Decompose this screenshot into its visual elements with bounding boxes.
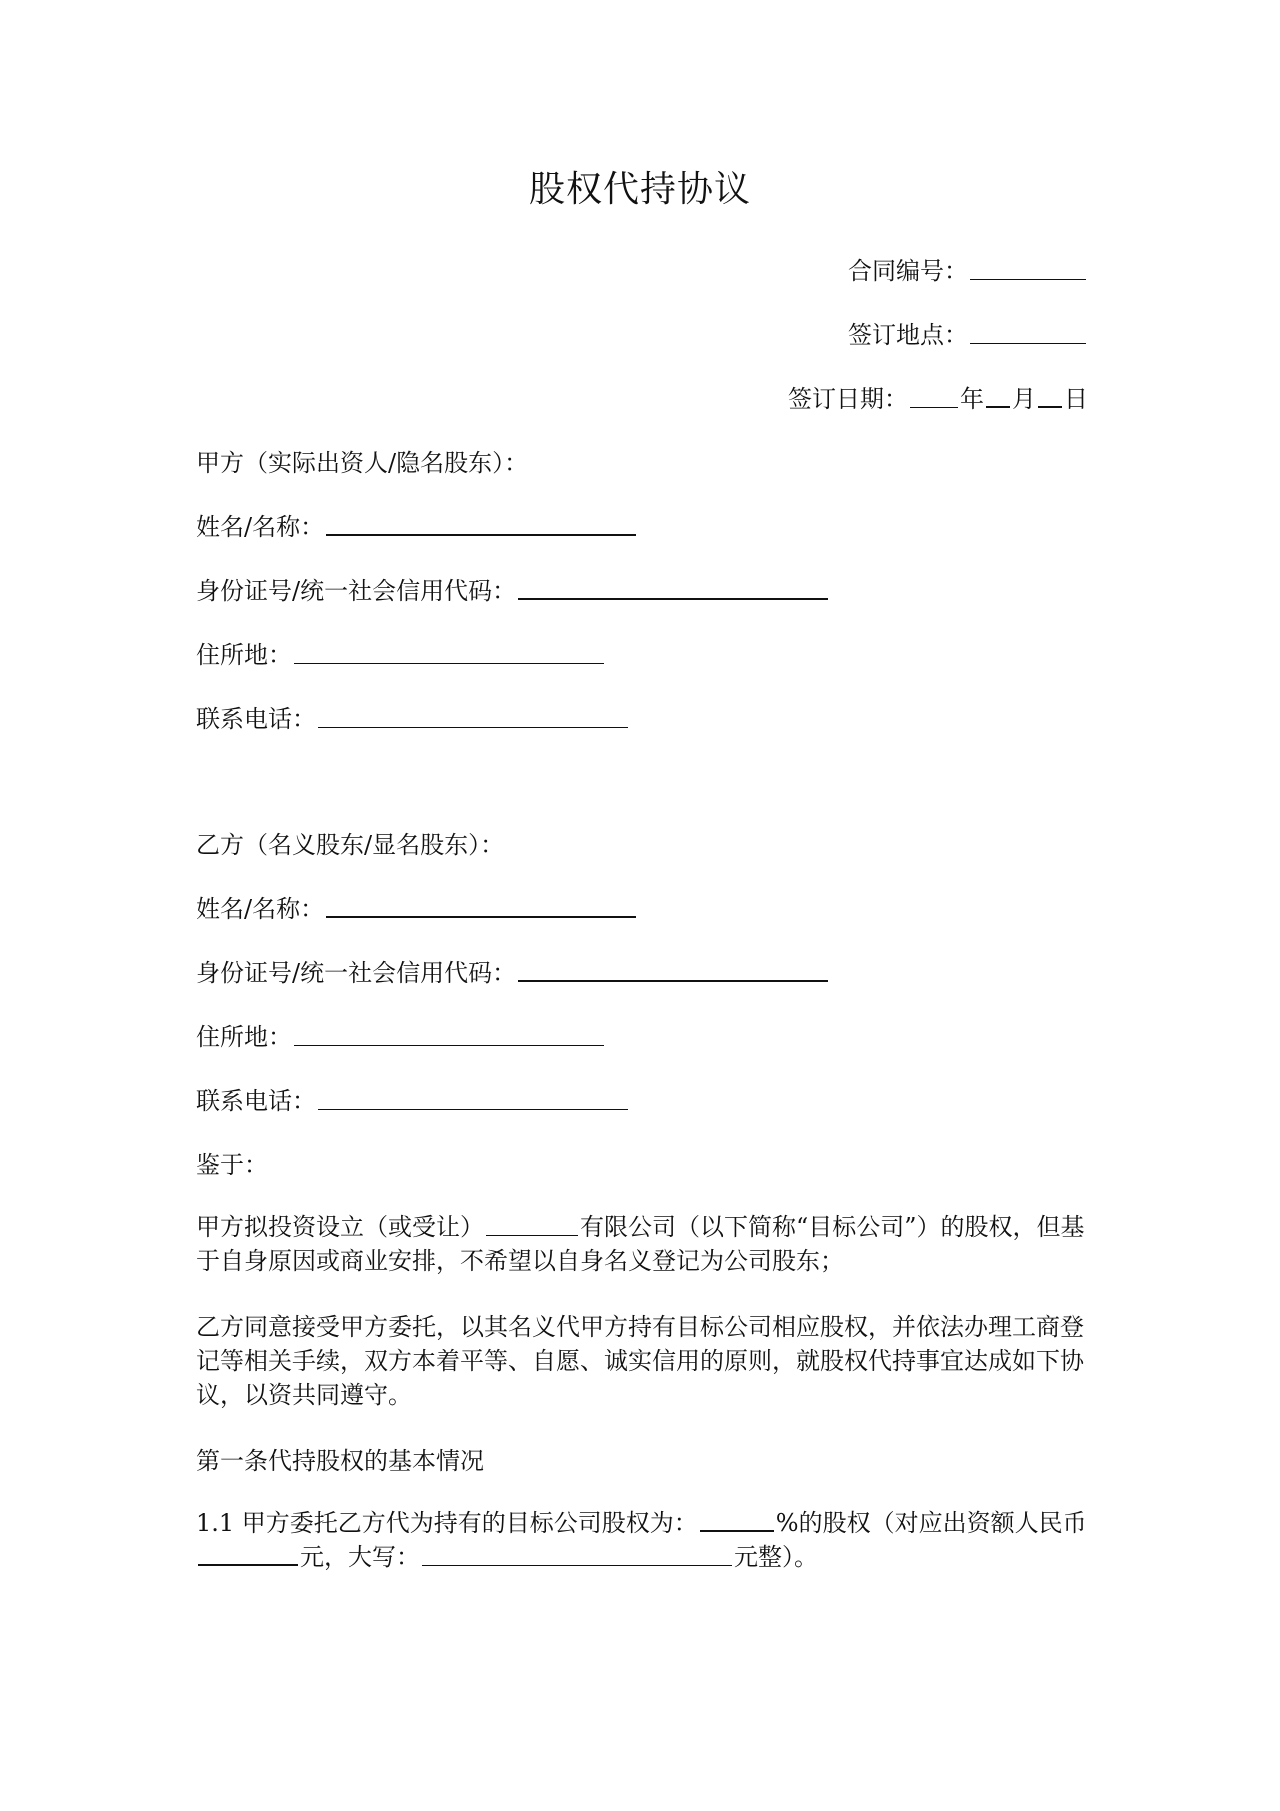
- sign-day-label: 日: [1064, 385, 1088, 413]
- contract-number-line: [848, 256, 1088, 286]
- party-a-name-label: 姓名/名称：: [196, 513, 325, 541]
- party-b-name-label: 姓名/名称：: [196, 895, 325, 923]
- party-b-name-blank[interactable]: [326, 915, 636, 918]
- party-a-name-line: [196, 512, 638, 542]
- sign-date-label: 签订日期：: [788, 385, 908, 413]
- target-company-blank[interactable]: [486, 1234, 578, 1236]
- whereas-heading: 鉴于：: [196, 1151, 268, 1179]
- sign-day-blank[interactable]: [1038, 405, 1062, 408]
- sign-month-blank[interactable]: [986, 405, 1010, 408]
- party-b-id-label: 身份证号/统一社会信用代码：: [196, 959, 517, 987]
- party-b-id-blank[interactable]: [518, 979, 828, 982]
- party-b-phone-blank[interactable]: [318, 1108, 628, 1110]
- contract-number-label: 合同编号：: [848, 257, 968, 285]
- sign-year-label: 年: [960, 385, 984, 413]
- whereas-paragraph-2: 乙方同意接受甲方委托，以其名义代甲方持有目标公司相应股权，并依法办理工商登记等相关手续，双方本着平等、自愿、诚实信用的原则，就股权代持事宜达成如下协议，以资共同遵守。: [196, 1313, 1084, 1409]
- contract-number-blank[interactable]: [970, 278, 1086, 280]
- party-a-phone-label: 联系电话：: [196, 705, 316, 733]
- sign-place-label: 签订地点：: [848, 321, 968, 349]
- party-a-id-label: 身份证号/统一社会信用代码：: [196, 577, 517, 605]
- clause-1-text-c: 元，大写：: [300, 1543, 420, 1571]
- party-a-id-line: [196, 576, 830, 606]
- share-percent-blank[interactable]: [700, 1529, 774, 1532]
- sign-year-blank[interactable]: [910, 406, 958, 408]
- party-b-heading: 乙方（名义股东/显名股东）：: [196, 831, 505, 859]
- party-a-address-blank[interactable]: [294, 662, 604, 664]
- party-b-id-line: [196, 958, 830, 988]
- clause-1-text-a: 1.1 甲方委托乙方代为持有的目标公司股权为：: [196, 1509, 698, 1537]
- article-1-heading: 第一条代持股权的基本情况: [196, 1447, 484, 1475]
- whereas-p1-text-b: 有限公司（以下简称“目标公司”）的股权，但基于自身原因或商业安排，不希望以自身名义登记为公司股东；: [196, 1213, 1085, 1275]
- sign-place-blank[interactable]: [970, 342, 1086, 344]
- party-a-address-line: [196, 640, 606, 670]
- capital-amount-words-blank[interactable]: [422, 1564, 732, 1566]
- party-a-phone-blank[interactable]: [318, 726, 628, 728]
- party-a-phone-line: [196, 704, 630, 734]
- whereas-paragraph-1: [196, 1210, 1088, 1278]
- party-b-address-blank[interactable]: [294, 1044, 604, 1046]
- party-b-name-line: [196, 894, 638, 924]
- sign-date-line: [788, 384, 1088, 414]
- party-b-address-label: 住所地：: [196, 1023, 292, 1051]
- article-1-clause-1: [196, 1506, 1088, 1574]
- party-b-phone-label: 联系电话：: [196, 1087, 316, 1115]
- sign-month-label: 月: [1012, 385, 1036, 413]
- whereas-p1-text-a: 甲方拟投资设立（或受让）: [196, 1213, 484, 1241]
- clause-1-text-d: 元整）。: [734, 1543, 818, 1571]
- clause-1-text-b: %的股权（对应出资额人民币: [775, 1509, 1087, 1537]
- sign-place-line: [848, 320, 1088, 350]
- party-b-address-line: [196, 1022, 606, 1052]
- party-a-heading: 甲方（实际出资人/隐名股东）：: [196, 449, 529, 477]
- party-a-name-blank[interactable]: [326, 533, 636, 536]
- party-b-phone-line: [196, 1086, 630, 1116]
- capital-amount-blank[interactable]: [198, 1563, 298, 1566]
- party-a-id-blank[interactable]: [518, 597, 828, 600]
- party-a-address-label: 住所地：: [196, 641, 292, 669]
- document-title: 股权代持协议: [528, 169, 751, 210]
